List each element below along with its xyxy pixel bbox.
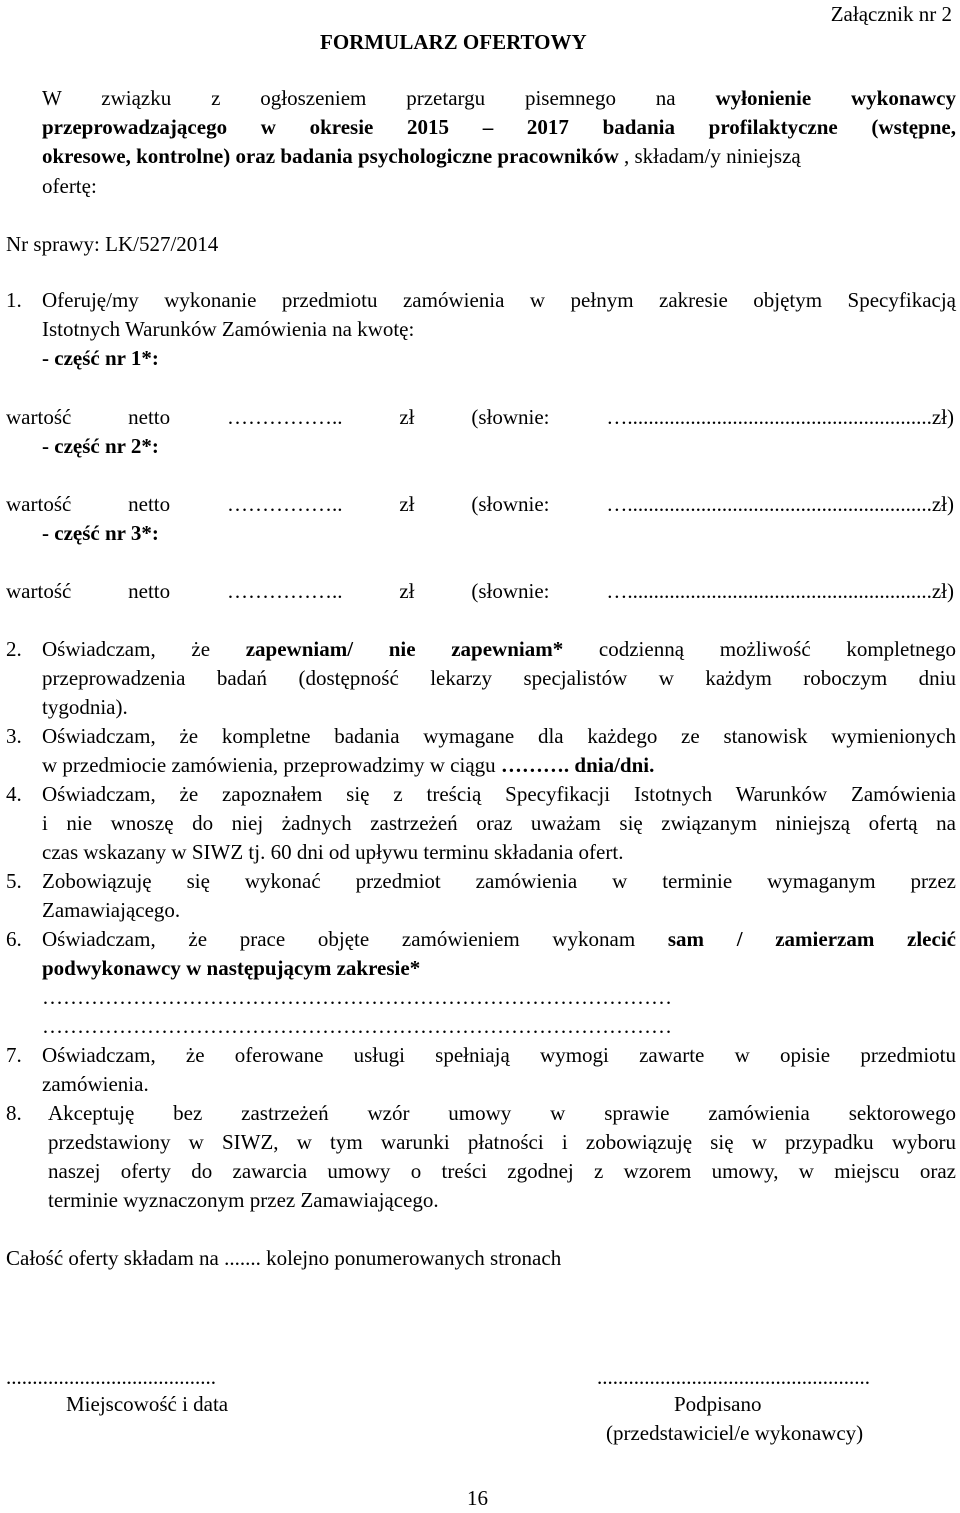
point-4-line-3: czas wskazany w SIWZ tj. 60 dni od upływu terminu składania ofert. <box>42 840 624 864</box>
part-2-label: - część nr 2*: <box>42 434 159 458</box>
point-8-line-4: terminie wyznaczonym przez Zamawiającego. <box>48 1188 439 1212</box>
point-6-line-2: podwykonawcy w następującym zakresie* <box>42 956 421 980</box>
point-2-line-3: tygodnia). <box>42 695 128 719</box>
intro-line-2: przeprowadzającego w okresie 2015 – 2017 badania profilaktyczne (wstępne, <box>42 115 956 139</box>
place-date-label: Miejscowość i data <box>66 1392 229 1416</box>
point-6-number: 6. <box>6 927 22 951</box>
point-6-dots-1: ……………………………………………………………………………… <box>42 985 672 1009</box>
point-2-number: 2. <box>6 637 22 661</box>
point-7-number: 7. <box>6 1043 22 1067</box>
intro-line-1: W związku z ogłoszeniem przetargu pisemnego na wyłonienie wykonawcy <box>42 86 956 110</box>
point-7-line-1: Oświadczam, że oferowane usługi spełniają wymogi zawarte w opisie przedmiotu <box>42 1043 956 1067</box>
intro-line-3: okresowe, kontrolne) oraz badania psychologiczne pracowników , składam/y niniejszą <box>42 144 801 168</box>
intro-line-4: ofertę: <box>42 174 97 198</box>
point-5-line-1: Zobowiązuję się wykonać przedmiot zamówienia w terminie wymaganym przez <box>42 869 956 893</box>
point-1-line-1: Oferuję/my wykonanie przedmiotu zamówienia w pełnym zakresie objętym Specyfikacją <box>42 288 956 312</box>
point-6-dots-2: ……………………………………………………………………………… <box>42 1014 672 1038</box>
point-2-line-2: przeprowadzenia badań (dostępność lekarzy specjalistów w każdym roboczym dniu <box>42 666 956 690</box>
point-6-line-1: Oświadczam, że prace objęte zamówieniem wykonam sam / zamierzam zlecić <box>42 927 956 951</box>
place-date-dots: ........................................ <box>6 1365 216 1389</box>
signature-sublabel: (przedstawiciel/e wykonawcy) <box>606 1421 864 1445</box>
point-5-line-2: Zamawiającego. <box>42 898 181 922</box>
point-5-number: 5. <box>6 869 22 893</box>
point-3-line-1: Oświadczam, że kompletne badania wymagane dla każdego ze stanowisk wymienionych <box>42 724 956 748</box>
point-1-number: 1. <box>6 288 22 312</box>
point-4-line-1: Oświadczam, że zapoznałem się z treścią Specyfikacji Istotnych Warunków Zamówienia <box>42 782 956 806</box>
signature-dots: .................................................... <box>597 1365 870 1389</box>
pages-count-line: Całość oferty składam na ....... kolejno ponumerowanych stronach <box>6 1246 562 1270</box>
point-8-line-2: przedstawiony w SIWZ, w tym warunki płatności i zobowiązuję się w przypadku wyboru <box>48 1130 956 1154</box>
point-3-line-2: w przedmiocie zamówienia, przeprowadzimy w ciągu ………. dnia/dni. <box>42 753 655 777</box>
page-number: 16 <box>467 1486 488 1510</box>
part-1-label: - część nr 1*: <box>42 346 159 370</box>
signature-label: Podpisano <box>674 1392 762 1416</box>
part-3-value-line: wartość netto …………….. zł (słownie: …..........................................................zł) <box>6 579 954 603</box>
point-3-number: 3. <box>6 724 22 748</box>
form-title: FORMULARZ OFERTOWY <box>320 30 587 54</box>
point-7-line-2: zamówienia. <box>42 1072 149 1096</box>
point-8-line-3: naszej oferty do zawarcia umowy o treści zgodnej z wzorem umowy, w miejscu oraz <box>48 1159 956 1183</box>
point-4-line-2: i nie wnoszę do niej żadnych zastrzeżeń oraz uważam się związanym niniejszą ofertą na <box>42 811 956 835</box>
case-number: Nr sprawy: LK/527/2014 <box>6 232 219 256</box>
point-4-number: 4. <box>6 782 22 806</box>
point-8-line-1: Akceptuję bez zastrzeżeń wzór umowy w sprawie zamówienia sektorowego <box>48 1101 956 1125</box>
point-8-number: 8. <box>6 1101 22 1125</box>
point-2-line-1: Oświadczam, że zapewniam/ nie zapewniam* codzienną możliwość kompletnego <box>42 637 956 661</box>
part-1-value-line: wartość netto …………….. zł (słownie: …..........................................................zł) <box>6 405 954 429</box>
point-1-line-2: Istotnych Warunków Zamówienia na kwotę: <box>42 317 415 341</box>
part-3-label: - część nr 3*: <box>42 521 159 545</box>
part-2-value-line: wartość netto …………….. zł (słownie: …..........................................................zł) <box>6 492 954 516</box>
attachment-label: Załącznik nr 2 <box>830 2 952 26</box>
